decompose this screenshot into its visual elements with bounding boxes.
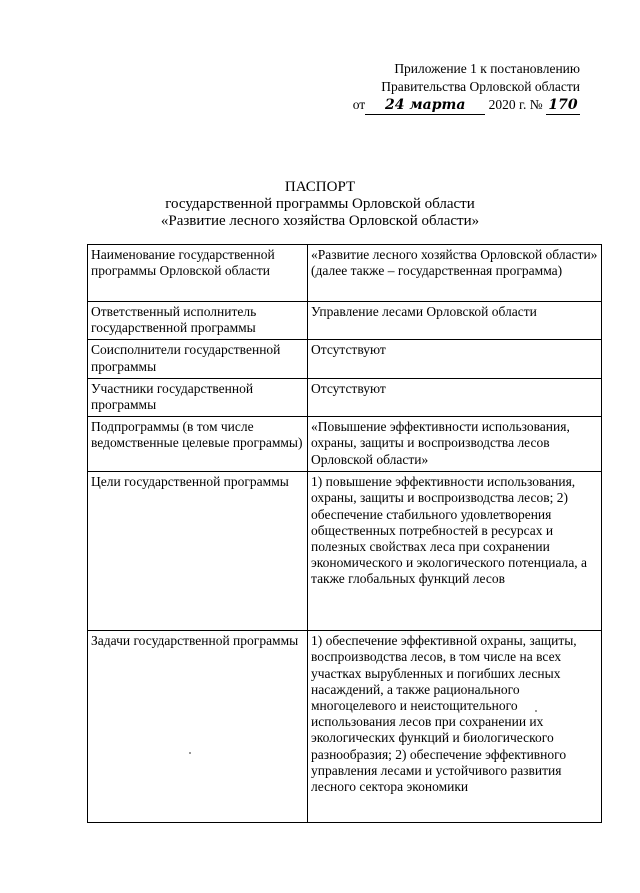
appendix-line-1: Приложение 1 к постановлению [394,61,580,76]
title-heading: ПАСПОРТ [284,179,356,195]
row-value: 1) обеспечение эффективной охраны, защиты, воспроизводства лесов, в том числе на всех участках вырубленных и погибших лесных насаждений, а также рационального многоцелевого и неистощительного использования лесов при сохранении их экологических функций и биологического разнообразия; 2) обеспечение эффективного управления лесами и устойчивого развития лесного сектора экономики [308,631,602,823]
appendix-line-2: Правительства Орловской области [381,79,580,94]
table-row [88,631,602,823]
row-value: Отсутствуют [308,340,602,378]
row-value: «Повышение эффективности использования, охраны, защиты и воспроизводства лесов Орловской области» [308,417,602,472]
table-row [88,472,602,631]
handwritten-number: 170 [546,96,580,115]
document-title [0,179,640,230]
table-row [88,378,602,416]
row-value: Управление лесами Орловской области [308,302,602,340]
scan-speck [535,710,537,712]
year-suffix: 2020 г. № [488,97,543,112]
appendix-date-line [320,96,580,115]
row-label: Ответственный исполнитель государственной программы [88,302,308,340]
table-row [88,245,602,302]
table-row [88,340,602,378]
appendix-header [320,60,580,115]
date-prefix: от [352,97,366,112]
handwritten-date: 24 марта [365,96,485,115]
row-label: Соисполнители государственной программы [88,340,308,378]
table-row [88,302,602,340]
row-value: «Развитие лесного хозяйства Орловской области» (далее также – государственная программа) [308,245,602,302]
row-value: Отсутствуют [308,378,602,416]
row-label: Подпрограммы (в том числе ведомственные целевые программы) [88,417,308,472]
row-value: 1) повышение эффективности использования, охраны, защиты и воспроизводства лесов; 2) обеспечение стабильного удовлетворения общественных потребностей в ресурсах и полезных свойствах леса при сохранении экономического и экологического потенциала, а также глобальных функций лесов [308,472,602,631]
title-line-3: «Развитие лесного хозяйства Орловской области» [160,213,480,229]
scan-speck [189,752,191,754]
row-label: Наименование государственной программы Орловской области [88,245,308,302]
table-row [88,417,602,472]
row-label: Участники государственной программы [88,378,308,416]
title-line-2: государственной программы Орловской области [165,196,475,212]
row-label: Цели государственной программы [88,472,308,631]
passport-table [87,244,602,823]
row-label: Задачи государственной программы [88,631,308,823]
